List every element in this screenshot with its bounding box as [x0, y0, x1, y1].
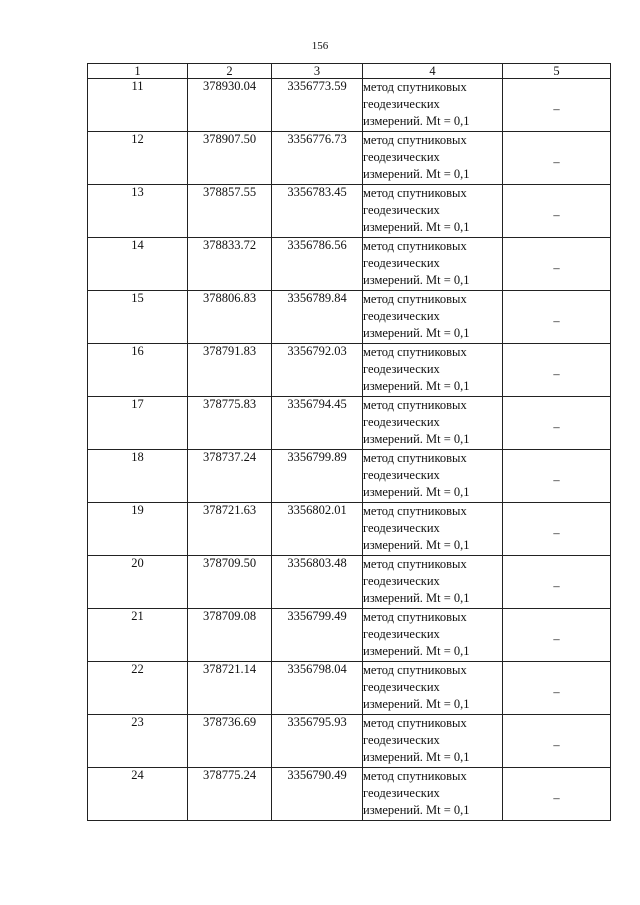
- note-cell: [503, 768, 611, 821]
- method-cell: метод спутниковых геодезических измерений. Mt = 0,1: [363, 768, 503, 821]
- note-cell: [503, 132, 611, 185]
- table-body: [88, 79, 611, 821]
- table-row: [88, 715, 611, 768]
- table-row: [88, 556, 611, 609]
- note-value: –: [553, 366, 560, 381]
- point-number-cell: 24: [88, 768, 188, 821]
- coordinate-x-cell: 378736.69: [188, 715, 272, 768]
- table-row: [88, 503, 611, 556]
- point-number-cell: 18: [88, 450, 188, 503]
- coordinate-x-cell: 378791.83: [188, 344, 272, 397]
- coordinate-y-cell: 3356773.59: [272, 79, 363, 132]
- method-cell: метод спутниковых геодезических измерений. Mt = 0,1: [363, 450, 503, 503]
- point-number-cell: 19: [88, 503, 188, 556]
- coordinate-y-cell: 3356795.93: [272, 715, 363, 768]
- note-value: –: [553, 154, 560, 169]
- method-cell: метод спутниковых геодезических измерений. Mt = 0,1: [363, 715, 503, 768]
- coordinate-y-cell: 3356794.45: [272, 397, 363, 450]
- point-number-cell: 11: [88, 79, 188, 132]
- header-col-4: 4: [363, 64, 503, 79]
- note-cell: [503, 556, 611, 609]
- method-cell: метод спутниковых геодезических измерений. Mt = 0,1: [363, 397, 503, 450]
- table-row: [88, 397, 611, 450]
- point-number-cell: 20: [88, 556, 188, 609]
- method-cell: метод спутниковых геодезических измерений. Mt = 0,1: [363, 291, 503, 344]
- note-value: –: [553, 313, 560, 328]
- note-value: –: [553, 525, 560, 540]
- coordinate-y-cell: 3356802.01: [272, 503, 363, 556]
- coordinates-table: [87, 63, 611, 821]
- coordinate-x-cell: 378721.63: [188, 503, 272, 556]
- coordinate-x-cell: 378737.24: [188, 450, 272, 503]
- method-cell: метод спутниковых геодезических измерений. Mt = 0,1: [363, 662, 503, 715]
- coordinate-y-cell: 3356783.45: [272, 185, 363, 238]
- table-row: [88, 609, 611, 662]
- note-value: –: [553, 790, 560, 805]
- coordinate-x-cell: 378833.72: [188, 238, 272, 291]
- table-row: [88, 662, 611, 715]
- coordinate-y-cell: 3356799.89: [272, 450, 363, 503]
- coordinate-y-cell: 3356790.49: [272, 768, 363, 821]
- method-cell: метод спутниковых геодезических измерений. Mt = 0,1: [363, 132, 503, 185]
- note-value: –: [553, 631, 560, 646]
- note-value: –: [553, 472, 560, 487]
- header-col-2: 2: [188, 64, 272, 79]
- note-cell: [503, 344, 611, 397]
- method-cell: метод спутниковых геодезических измерений. Mt = 0,1: [363, 503, 503, 556]
- note-value: –: [553, 260, 560, 275]
- note-cell: [503, 397, 611, 450]
- method-cell: метод спутниковых геодезических измерений. Mt = 0,1: [363, 556, 503, 609]
- coordinate-x-cell: 378721.14: [188, 662, 272, 715]
- page-number: 156: [311, 40, 329, 52]
- coordinate-x-cell: 378930.04: [188, 79, 272, 132]
- table-row: [88, 768, 611, 821]
- point-number-cell: 16: [88, 344, 188, 397]
- table-row: [88, 238, 611, 291]
- table-row: [88, 79, 611, 132]
- note-cell: [503, 79, 611, 132]
- note-cell: [503, 185, 611, 238]
- table-header-row: [88, 64, 611, 79]
- coordinate-y-cell: 3356786.56: [272, 238, 363, 291]
- header-col-3: 3: [272, 64, 363, 79]
- note-cell: [503, 662, 611, 715]
- method-cell: метод спутниковых геодезических измерений. Mt = 0,1: [363, 238, 503, 291]
- note-value: –: [553, 737, 560, 752]
- coordinate-y-cell: 3356803.48: [272, 556, 363, 609]
- point-number-cell: 23: [88, 715, 188, 768]
- point-number-cell: 22: [88, 662, 188, 715]
- coordinate-x-cell: 378806.83: [188, 291, 272, 344]
- coordinate-x-cell: 378709.50: [188, 556, 272, 609]
- table-row: [88, 291, 611, 344]
- coordinate-y-cell: 3356799.49: [272, 609, 363, 662]
- note-value: –: [553, 578, 560, 593]
- note-cell: [503, 715, 611, 768]
- point-number-cell: 13: [88, 185, 188, 238]
- coordinate-x-cell: 378775.24: [188, 768, 272, 821]
- method-cell: метод спутниковых геодезических измерений. Mt = 0,1: [363, 185, 503, 238]
- table-row: [88, 450, 611, 503]
- note-value: –: [553, 684, 560, 699]
- note-value: –: [553, 101, 560, 116]
- method-cell: метод спутниковых геодезических измерений. Mt = 0,1: [363, 609, 503, 662]
- point-number-cell: 14: [88, 238, 188, 291]
- note-cell: [503, 450, 611, 503]
- note-cell: [503, 291, 611, 344]
- point-number-cell: 21: [88, 609, 188, 662]
- coordinate-y-cell: 3356789.84: [272, 291, 363, 344]
- header-col-1: 1: [88, 64, 188, 79]
- table-row: [88, 132, 611, 185]
- method-cell: метод спутниковых геодезических измерений. Mt = 0,1: [363, 79, 503, 132]
- coordinate-y-cell: 3356798.04: [272, 662, 363, 715]
- note-cell: [503, 609, 611, 662]
- note-cell: [503, 503, 611, 556]
- point-number-cell: 17: [88, 397, 188, 450]
- coordinate-y-cell: 3356776.73: [272, 132, 363, 185]
- coordinate-x-cell: 378709.08: [188, 609, 272, 662]
- point-number-cell: 15: [88, 291, 188, 344]
- coordinate-x-cell: 378775.83: [188, 397, 272, 450]
- note-cell: [503, 238, 611, 291]
- table-row: [88, 185, 611, 238]
- note-value: –: [553, 207, 560, 222]
- coordinate-x-cell: 378857.55: [188, 185, 272, 238]
- note-value: –: [553, 419, 560, 434]
- point-number-cell: 12: [88, 132, 188, 185]
- method-cell: метод спутниковых геодезических измерений. Mt = 0,1: [363, 344, 503, 397]
- coordinate-y-cell: 3356792.03: [272, 344, 363, 397]
- table-row: [88, 344, 611, 397]
- header-col-5: 5: [503, 64, 611, 79]
- coordinate-x-cell: 378907.50: [188, 132, 272, 185]
